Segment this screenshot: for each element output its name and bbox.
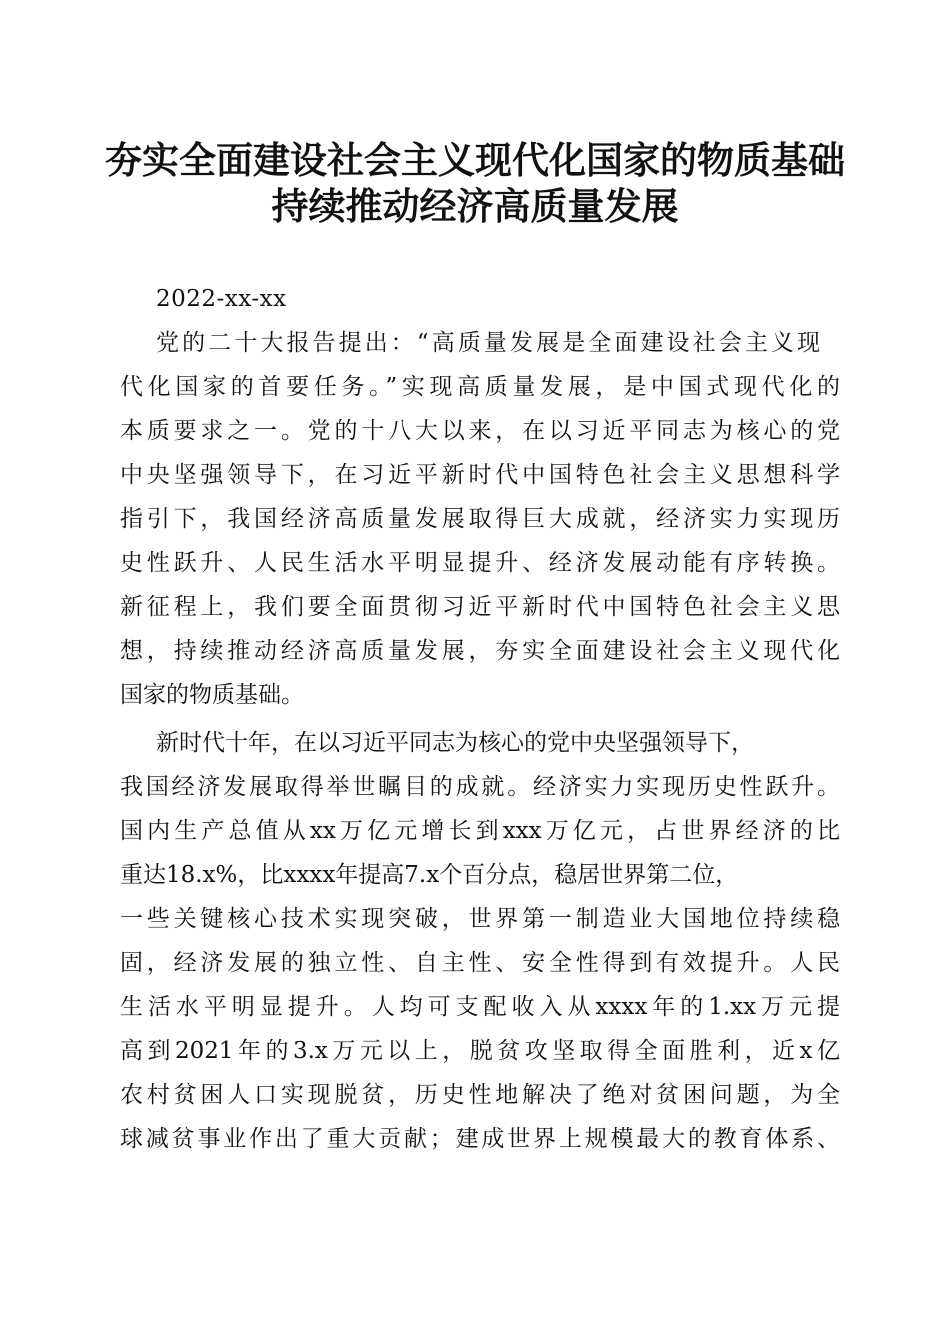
paragraph2-line: 球减贫事业作出了重大贡献；建成世界上规模最大的教育体系、 xyxy=(120,1126,840,1152)
paragraph1-line: 想，持续推动经济高质量发展，夯实全面建设社会主义现代化 xyxy=(120,638,840,664)
paragraph2-line: 固，经济发展的独立性、自主性、安全性得到有效提升。人民 xyxy=(120,950,840,976)
paragraph1-line: 史性跃升、人民生活水平明显提升、经济发展动能有序转换。 xyxy=(120,550,840,576)
paragraph1-line: 党的二十大报告提出：“高质量发展是全面建设社会主义现 xyxy=(156,330,820,356)
paragraph1-line: 中央坚强领导下，在习近平新时代中国特色社会主义思想科学 xyxy=(120,462,840,488)
paragraph2-line: 我国经济发展取得举世瞩目的成就。经济实力实现历史性跃升。 xyxy=(120,774,840,800)
paragraph2-line: 农村贫困人口实现脱贫，历史性地解决了绝对贫困问题，为全 xyxy=(120,1082,840,1108)
paragraph1-line: 指引下，我国经济高质量发展取得巨大成就，经济实力实现历 xyxy=(120,506,840,532)
paragraph1-line: 本质要求之一。党的十八大以来，在以习近平同志为核心的党 xyxy=(120,418,840,444)
paragraph1-line: 新征程上，我们要全面贯彻习近平新时代中国特色社会主义思 xyxy=(120,594,840,620)
paragraph1-line: 代化国家的首要任务。”实现高质量发展，是中国式现代化的 xyxy=(120,374,840,400)
document-title-line1: 夯实全面建设社会主义现代化国家的物质基础 xyxy=(105,138,845,182)
paragraph2-line: 高到2021年的3.x万元以上，脱贫攻坚取得全面胜利，近x亿 xyxy=(120,1038,840,1064)
paragraph2-line: 新时代十年，在以习近平同志为核心的党中央坚强领导下， xyxy=(156,730,754,756)
paragraph2-line: 国内生产总值从xx万亿元增长到xxx万亿元，占世界经济的比 xyxy=(120,818,840,844)
document-title-line2: 持续推动经济高质量发展 xyxy=(271,184,679,228)
paragraph2-line: 生活水平明显提升。人均可支配收入从xxxx年的1.xx万元提 xyxy=(120,994,840,1020)
paragraph2-line: 重达18.x%，比xxxx年提高7.x个百分点，稳居世界第二位， xyxy=(120,862,739,888)
paragraph2-line: 一些关键核心技术实现突破，世界第一制造业大国地位持续稳 xyxy=(120,906,840,932)
document-date: 2022-xx-xx xyxy=(156,286,287,312)
paragraph1-line: 国家的物质基础。 xyxy=(120,682,304,708)
